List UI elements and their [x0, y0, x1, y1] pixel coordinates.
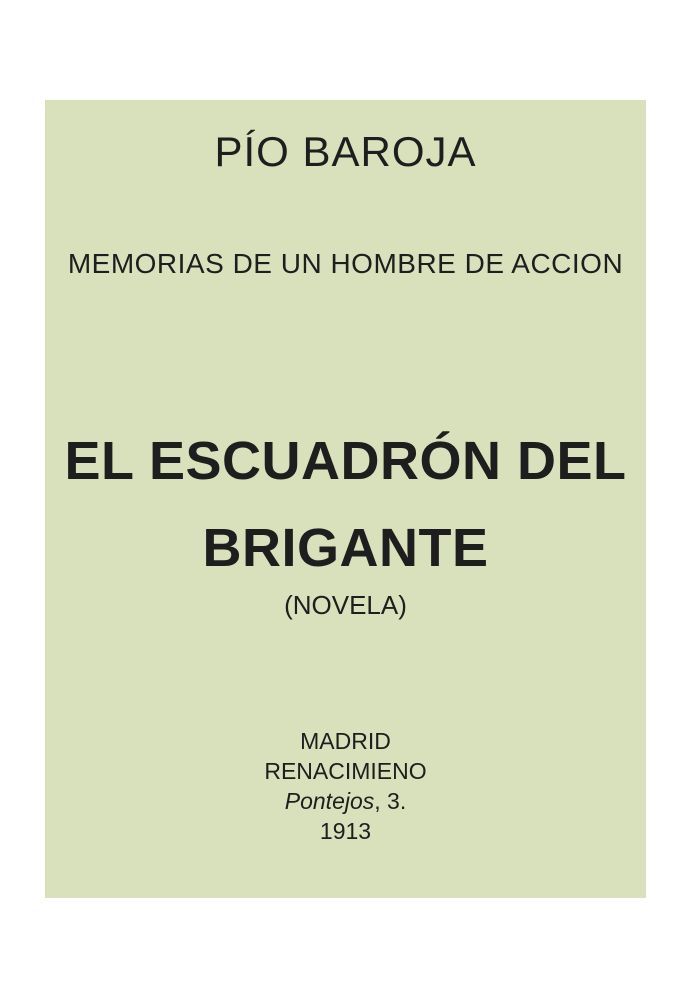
book-title-line-2: BRIGANTE — [202, 518, 489, 578]
imprint-address-street: Pontejos — [284, 788, 375, 814]
imprint-year: 1913 — [319, 818, 372, 844]
imprint-city: MADRID — [300, 728, 391, 754]
author-name: PÍO BAROJA — [214, 128, 477, 175]
imprint-address-number: , 3. — [374, 788, 407, 814]
imprint-block — [45, 726, 646, 846]
imprint-address — [45, 786, 646, 816]
book-title — [45, 418, 646, 592]
imprint-publisher: RENACIMIENO — [264, 758, 427, 784]
book-title-line-1: EL ESCUADRÓN DEL — [64, 431, 627, 491]
series-title: MEMORIAS DE UN HOMBRE DE ACCION — [67, 248, 624, 279]
genre-subtitle: (NOVELA) — [284, 590, 407, 620]
cover-panel — [45, 100, 646, 898]
